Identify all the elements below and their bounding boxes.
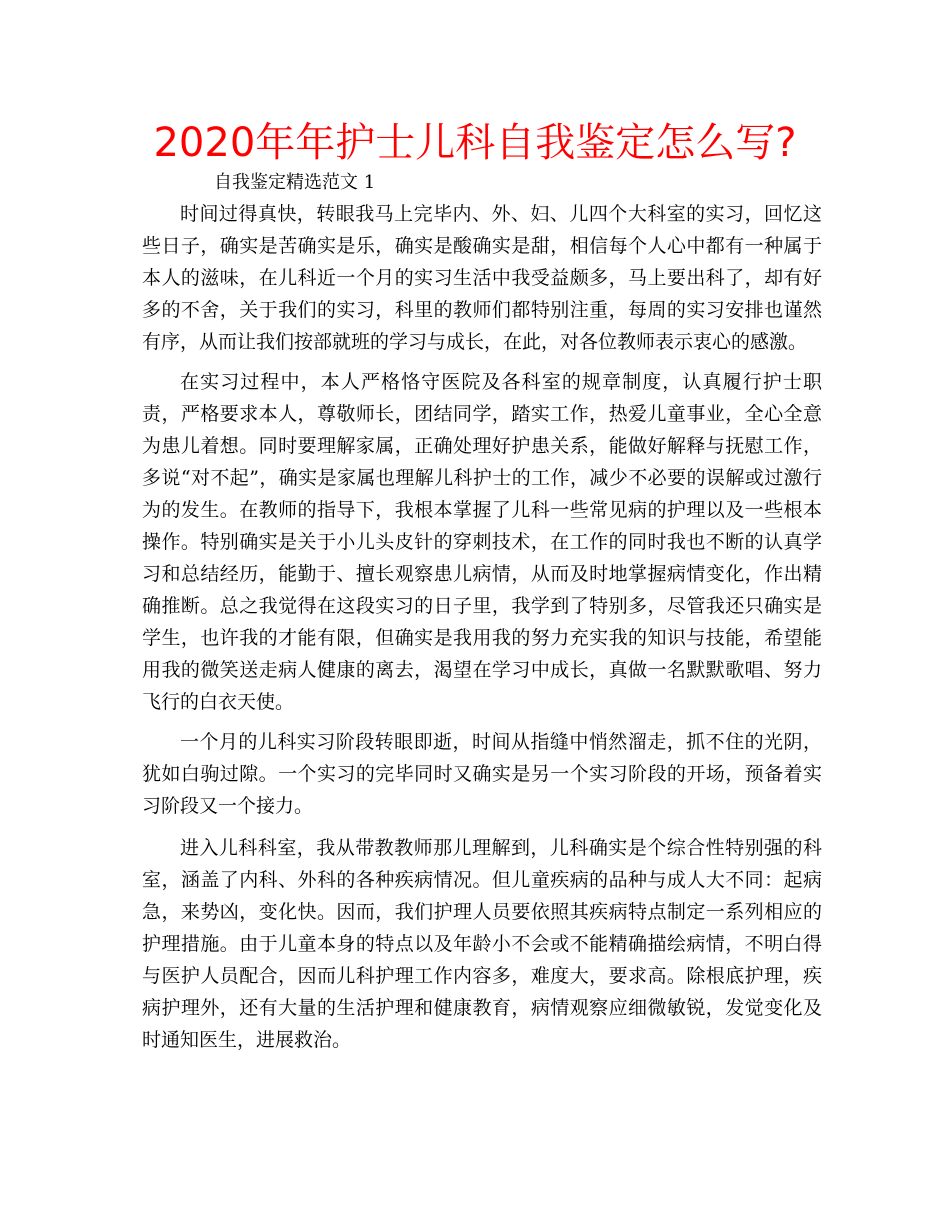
paragraph-1: 时间过得真快，转眼我马上完毕内、外、妇、儿四个大科室的实习，回忆这些日子，确实是苦确实是乐，确实是酸确实是甜，相信每个人心中都有一种属于本人的滋味，在儿科近一个月的实习生活中我受益颇多，马上要出科了，却有好多的不舍，关于我们的实习，科里的教师们都特别注重，每周的实习安排也谨然有序，从而让我们按部就班的学习与成长，在此，对各位教师表示衷心的感激。 bbox=[142, 203, 822, 353]
paragraph-4: 进入儿科科室，我从带教教师那儿理解到，儿科确实是个综合性特别强的科室，涵盖了内科、外科的各种疾病情况。但儿童疾病的品种与成人大不同：起病急，来势凶，变化快。因而，我们护理人员要依照其疾病特点制定一系列相应的护理措施。由于儿童本身的特点以及年龄小不会或不能精确描绘病情，不明白得与医护人员配合，因而儿科护理工作内容多，难度大，要求高。除根底护理，疾病护理外，还有大量的生活护理和健康教育，病情观察应细微敏锐，发觉变化及时通知医生，进展救治。 bbox=[142, 837, 822, 1051]
paragraph-3: 一个月的儿科实习阶段转眼即逝，时间从指缝中悄然溜走，抓不住的光阴，犹如白驹过隙。一个实习的完毕同时又确实是另一个实习阶段的开场，预备着实习阶段又一个接力。 bbox=[142, 731, 822, 817]
paragraph-2: 在实习过程中，本人严格恪守医院及各科室的规章制度，认真履行护士职责，严格要求本人，尊敬师长，团结同学，踏实工作，热爱儿童事业，全心全意为患儿着想。同时要理解家属，正确处理好护患关系，能做好解释与抚慰工作，多说“对不起”，确实是家属也理解儿科护士的工作，减少不必要的误解或过激行为的发生。在教师的指导下，我根本掌握了儿科一些常见病的护理以及一些根本操作。特别确实是关于小儿头皮针的穿刺技术，在工作的同时我也不断的认真学习和总结经历，能勤于、擅长观察患儿病情，从而及时地掌握病情变化，作出精确推断。总之我觉得在这段实习的日子里，我学到了特别多，尽管我还只确实是学生，也许我的才能有限，但确实是我用我的努力充实我的知识与技能，希望能用我的微笑送走病人健康的离去，渴望在学习中成长，真做一名默默歌唱、努力飞行的白衣天使。 bbox=[142, 371, 822, 713]
document-subtitle: 自我鉴定精选范文 1 bbox=[214, 172, 376, 193]
document-title: 2020年年护士儿科自我鉴定怎么写? bbox=[153, 120, 797, 166]
document-body bbox=[142, 198, 822, 1056]
